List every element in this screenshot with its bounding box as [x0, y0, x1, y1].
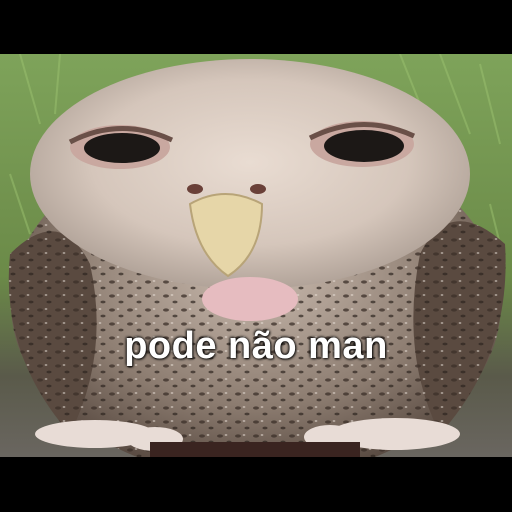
right-eye: [310, 121, 414, 167]
meme-caption: pode não man: [124, 325, 388, 367]
letterbox-bottom: [0, 457, 512, 512]
nostril-right: [250, 184, 266, 194]
owl-mouth: [202, 277, 298, 321]
nostril-left: [187, 184, 203, 194]
perch: [150, 442, 360, 457]
owl-photo: [0, 54, 512, 457]
letterbox-top: [0, 0, 512, 54]
